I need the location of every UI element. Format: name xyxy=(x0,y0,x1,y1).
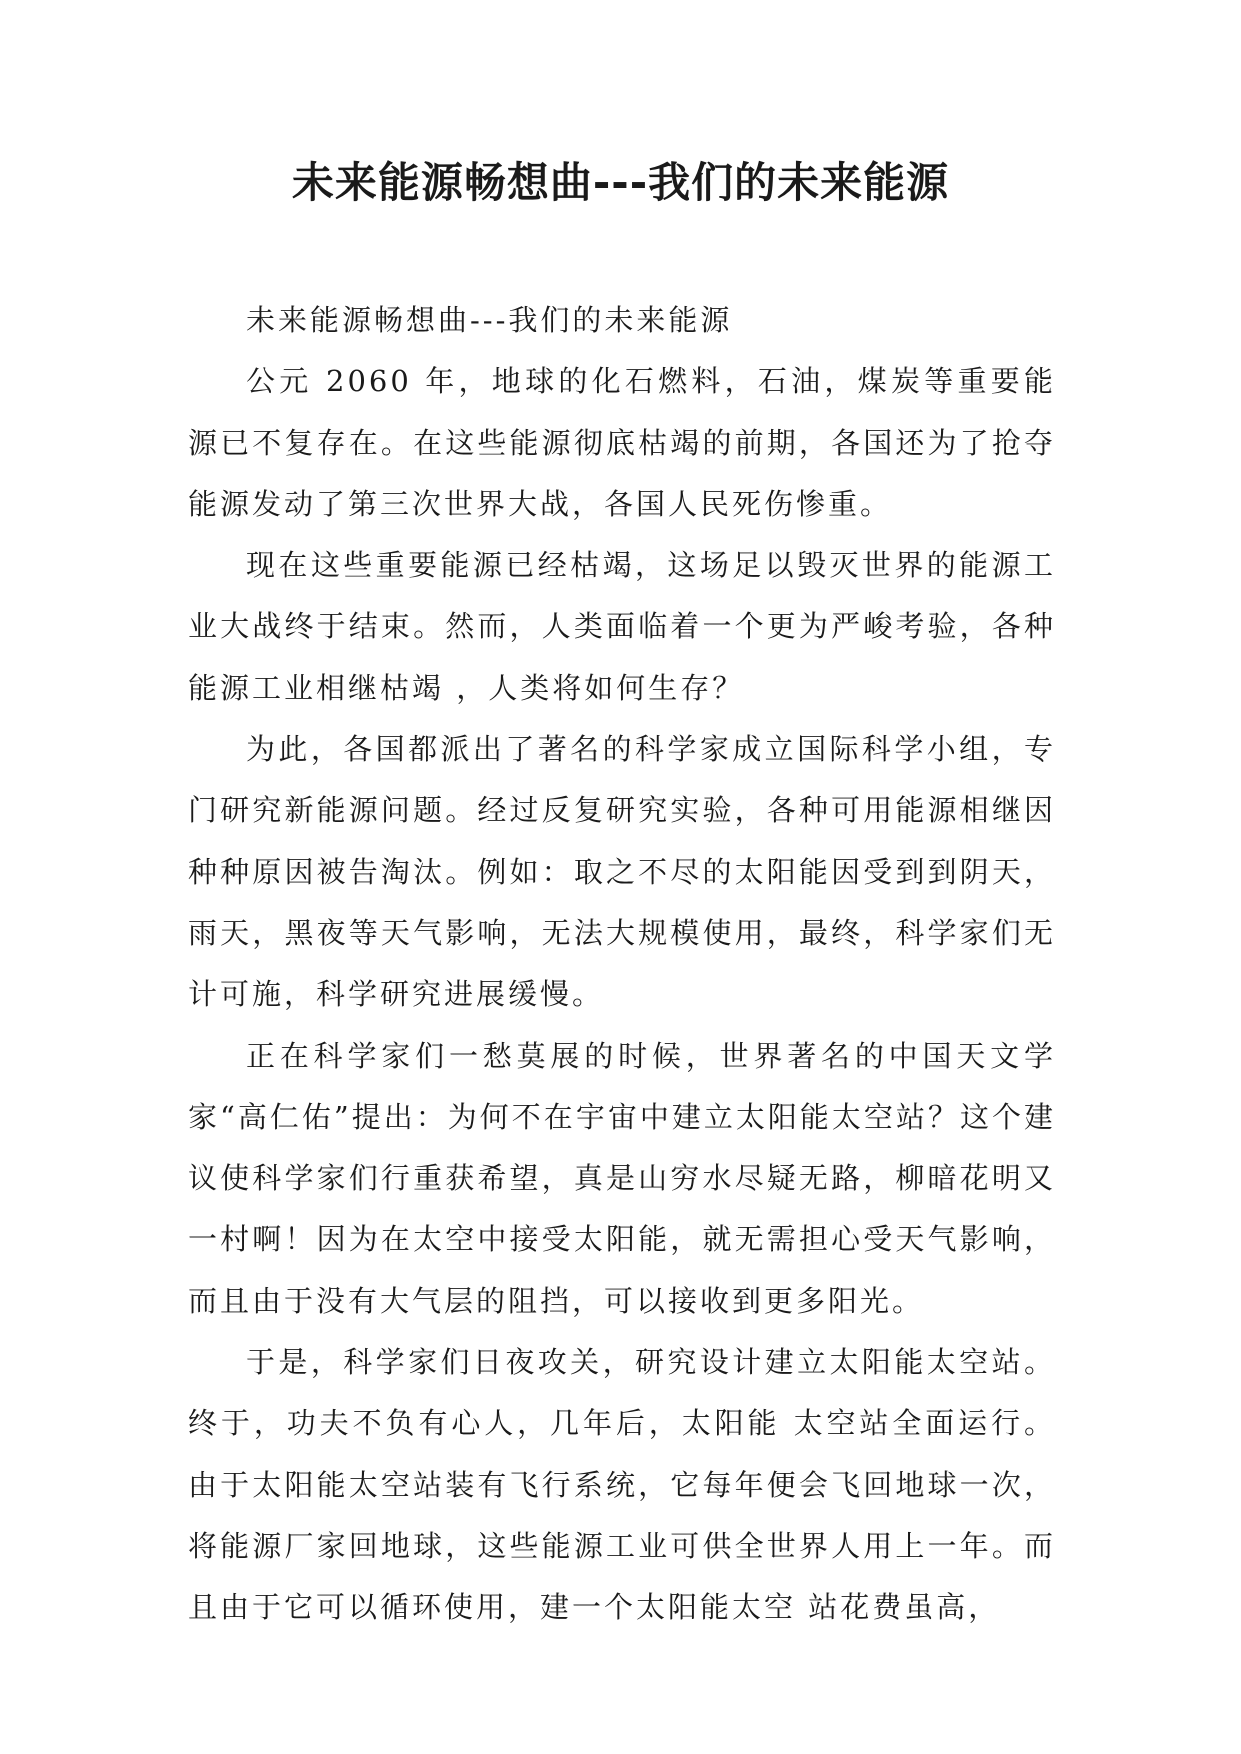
paragraph: 为此，各国都派出了著名的科学家成立国际科学小组，专门研究新能源问题。经过反复研究实验，各种可用能源相继因种种原因被告淘汰。例如：取之不尽的太阳能因受到到阴天，雨天，黑夜等天气影响，无法大规模使用，最终，科学家们无计可施，科学研究进展缓慢。 xyxy=(188,732,1056,1012)
paragraph: 正在科学家们一愁莫展的时候，世界著名的中国天文学家“高仁佑”提出：为何不在宇宙中建立太阳能太空站？这个建议使科学家们行重获希望，真是山穷水尽疑无路，柳暗花明又一村啊！因为在太空中接受太阳能，就无需担心受天气影响，而且由于没有大气层的阻挡，可以接收到更多阳光。 xyxy=(188,1038,1056,1318)
paragraph-subtitle: 未来能源畅想曲---我们的未来能源 xyxy=(246,303,733,337)
paragraph: 于是，科学家们日夜攻关，研究设计建立太阳能太空站。终于，功夫不负有心人，几年后，太阳能 太空站全面运行。由于太阳能太空站装有飞行系统，它每年便会飞回地球一次，将能源厂家回地球，这些能源工业可供全世界人用上一年。而且由于它可以循环使用，建一个太阳能太空 站花费虽高， xyxy=(188,1345,1056,1625)
page-title: 未来能源畅想曲---我们的未来能源 xyxy=(291,158,950,207)
paragraph: 公元 2060 年，地球的化石燃料，石油，煤炭等重要能源已不复存在。在这些能源彻底枯竭的前期，各国还为了抢夺能源发动了第三次世界大战，各国人民死伤惨重。 xyxy=(188,364,1056,521)
document-body xyxy=(188,290,1056,1639)
paragraph: 现在这些重要能源已经枯竭，这场足以毁灭世界的能源工业大战终于结束。然而，人类面临着一个更为严峻考验，各种能源工业相继枯竭 ，人类将如何生存？ xyxy=(188,548,1056,705)
